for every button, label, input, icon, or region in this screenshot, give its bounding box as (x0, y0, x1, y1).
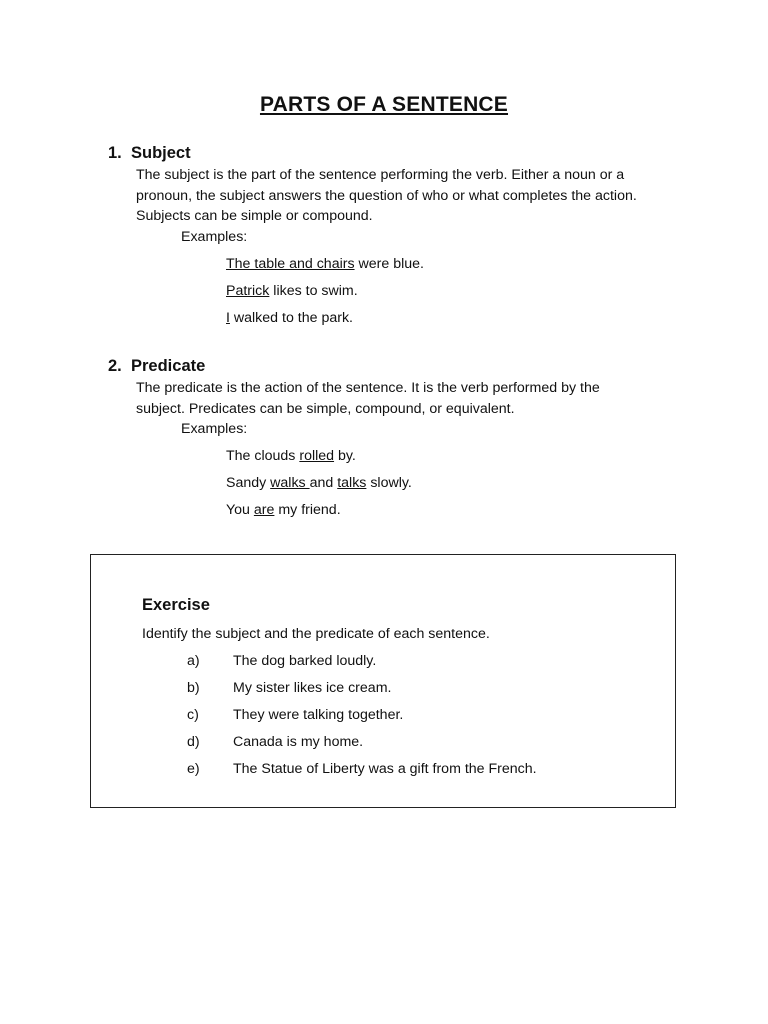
exercise-item-d (187, 734, 363, 750)
exercise-item-text: They were talking together. (233, 707, 404, 723)
subject-example-1 (226, 256, 424, 272)
exercise-instruction: Identify the subject and the predicate of each sentence. (142, 626, 490, 642)
predicate-example-2-verb-2: talks (337, 475, 367, 491)
subject-definition-line-2: pronoun, the subject answers the question of who or what completes the action. (136, 188, 637, 204)
exercise-item-letter: d) (187, 734, 200, 750)
exercise-item-text: Canada is my home. (233, 734, 364, 750)
predicate-example-1-verb: rolled (299, 448, 335, 464)
exercise-item-text: The Statue of Liberty was a gift from the French. (233, 761, 537, 777)
subject-example-2 (226, 283, 358, 299)
subject-example-3-subject: I (226, 310, 230, 326)
predicate-example-2-verb-1: walks (270, 475, 310, 491)
subject-examples-label: Examples: (181, 229, 248, 245)
predicate-example-2 (226, 475, 412, 491)
predicate-definition-line-2: subject. Predicates can be simple, compound, or equivalent. (136, 401, 515, 417)
predicate-example-3-before: You (226, 502, 254, 518)
subject-example-2-subject: Patrick (226, 283, 270, 299)
exercise-item-letter: b) (187, 680, 200, 696)
subject-definition-line-1: The subject is the part of the sentence performing the verb. Either a noun or a (136, 167, 625, 183)
predicate-example-2-after: slowly. (366, 475, 412, 491)
predicate-heading (108, 357, 205, 376)
subject-example-2-rest: likes to swim. (269, 283, 358, 299)
exercise-item-text: The dog barked loudly. (233, 653, 377, 669)
exercise-item-letter: c) (187, 707, 199, 723)
exercise-box (90, 554, 676, 808)
predicate-heading-label: Predicate (131, 357, 206, 375)
predicate-example-1 (226, 448, 356, 464)
subject-example-1-rest: were blue. (354, 256, 424, 272)
predicate-example-3-after: my friend. (274, 502, 341, 518)
predicate-number: 2. (108, 357, 122, 375)
subject-example-1-subject: The table and chairs (226, 256, 355, 272)
subject-definition-line-3: Subjects can be simple or compound. (136, 208, 373, 224)
subject-number: 1. (108, 144, 122, 162)
exercise-item-e (187, 761, 537, 777)
predicate-definition-line-1: The predicate is the action of the sentence. It is the verb performed by the (136, 380, 600, 396)
predicate-example-2-conjunction: and (309, 475, 338, 491)
exercise-item-letter: a) (187, 653, 200, 669)
predicate-example-3-verb: are (253, 502, 275, 518)
subject-example-3 (226, 310, 353, 326)
exercise-item-letter: e) (187, 761, 200, 777)
subject-example-3-rest: walked to the park. (229, 310, 353, 326)
exercise-item-a (187, 653, 376, 669)
page-title: PARTS OF A SENTENCE (259, 93, 509, 116)
exercise-item-text: My sister likes ice cream. (233, 680, 392, 696)
exercise-item-b (187, 680, 391, 696)
predicate-example-1-after: by. (334, 448, 356, 464)
exercise-item-c (187, 707, 403, 723)
subject-heading (108, 144, 191, 163)
exercise-heading: Exercise (142, 596, 210, 614)
predicate-example-3 (226, 502, 341, 518)
predicate-example-2-before: Sandy (226, 475, 271, 491)
predicate-example-1-before: The clouds (226, 448, 300, 464)
subject-heading-label: Subject (131, 144, 191, 162)
predicate-examples-label: Examples: (181, 421, 248, 437)
